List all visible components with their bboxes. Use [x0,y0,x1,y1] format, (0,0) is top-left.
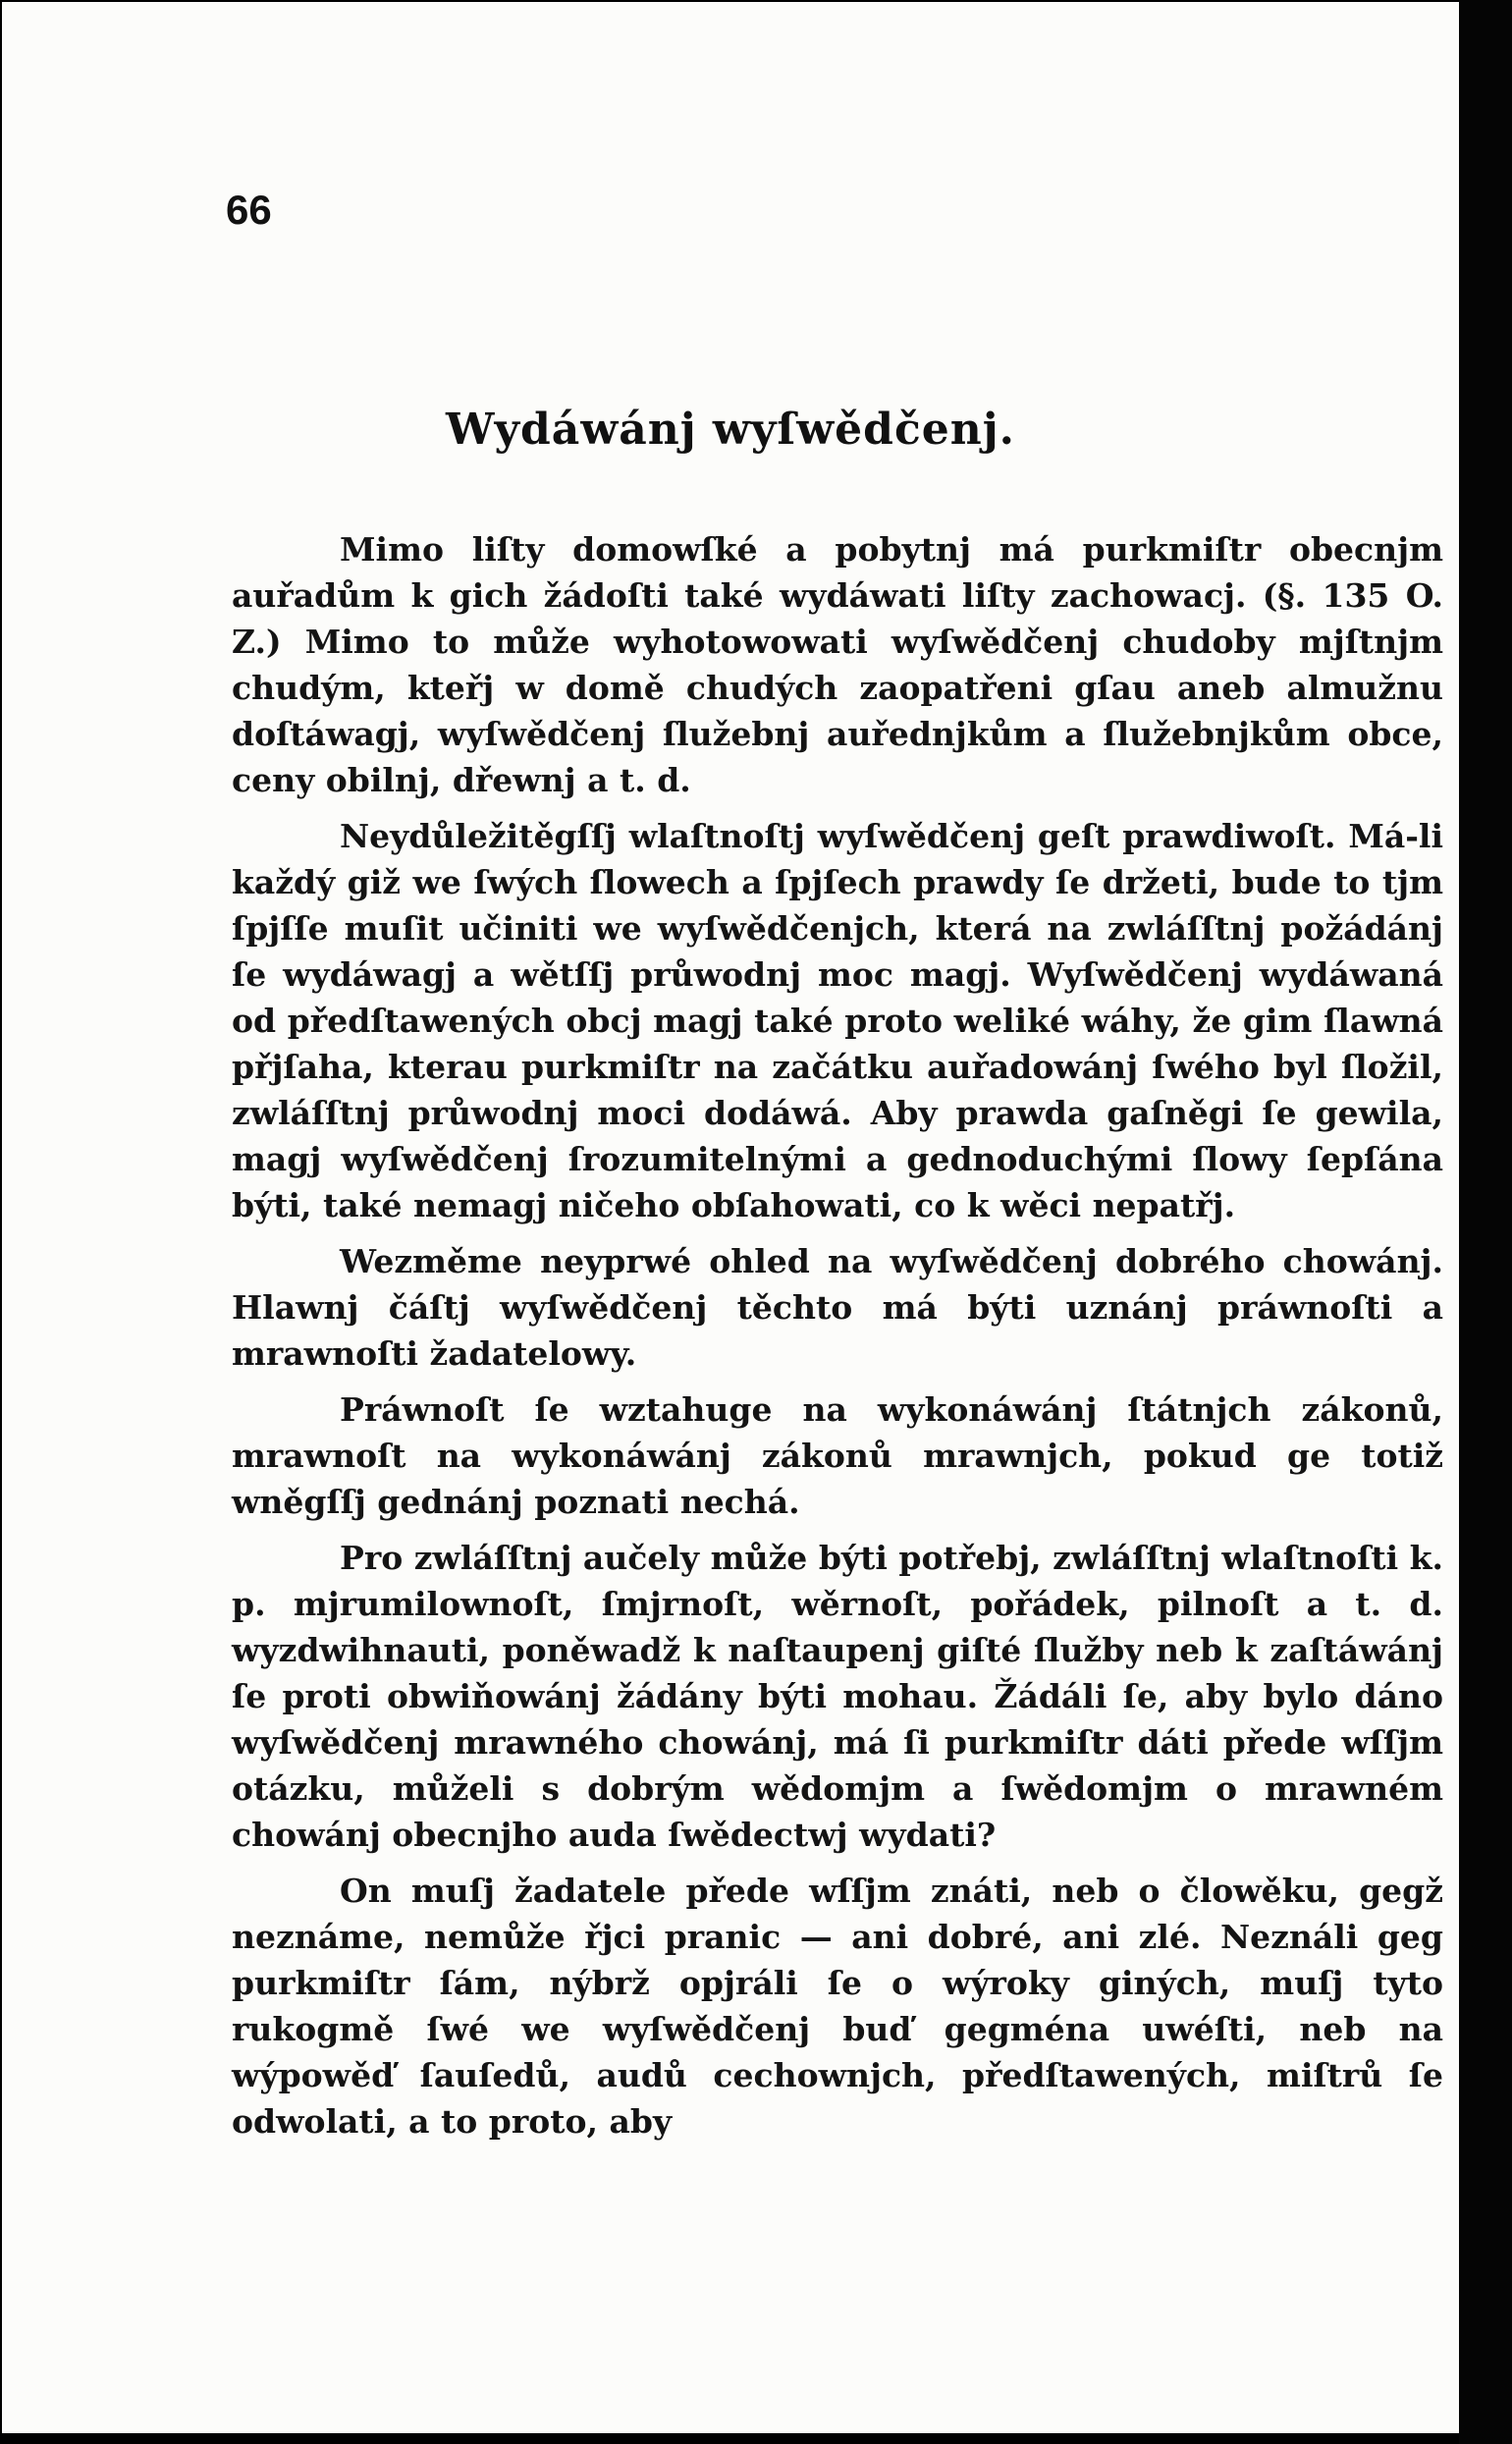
paragraph: Neydůležitěgſſj wlaſtnoſtj wyſwědčenj geſt prawdiwoſt. Má-li každý giž we ſwých ſlowech a ſpjſech prawdy ſe držeti, bude to tjm ſpjſſe muſit učiniti we wyſwědčenjch, která na zwláſſtnj požádánj ſe wydáwagj a wětſſj průwodnj moc magj. Wyſwědčenj wydáwaná od předſtawených obcj magj také proto weliké wáhy, že gim ſlawná přjſaha, kterau purkmiſtr na začátku auřadowánj ſwého byl ſložil, zwláſſtnj průwodnj moci dodáwá. Aby prawda gaſněgi ſe gewila, magj wyſwědčenj ſrozumitelnými a gednoduchými ſlowy ſepſána býti, také nemagj ničeho obſahowati, co k wěci nepatřj. [232,817,1443,1224]
section-title: Wydáwánj wyſwědčenj. [446,405,1015,455]
paragraph: On muſj žadatele přede wſſjm znáti, neb o člowěku, gegž neznáme, nemůže řjci pranic — ani dobré, ani zlé. Neználi geg purkmiſtr ſám, nýbrž opjráli ſe o wýroky giných, muſj tyto rukogmě ſwé we wyſwědčenj buď gegména uwéſti, neb na wýpowěď ſauſedů, audů cechownjch, předſtawených, miſtrů ſe odwolati, a to proto, aby [232,1872,1443,2141]
paragraph: Wezměme neyprwé ohled na wyſwědčenj dobrého chowánj. Hlawnj čáſtj wyſwědčenj těchto má býti uznánj práwnoſti a mrawnoſti žadatelowy. [232,1242,1443,1373]
book-page [2,2,1459,2433]
scan-border [1459,0,1512,2444]
paragraph: Práwnoſt ſe wztahuge na wykonáwánj ſtátnjch zákonů, mrawnoſt na wykonáwánj zákonů mrawnjch, pokud ge totiž wněgſſj gednánj poznati nechá. [232,1390,1443,1521]
paragraph: Mimo liſty domowſké a pobytnj má purkmiſtr obecnjm auřadům k gich žádoſti také wydáwati liſty zachowacj. (§. 135 O. Z.) Mimo to může wyhotowowati wyſwědčenj chudoby mjſtnjm chudým, kteřj w domě chudých zaopatřeni gſau aneb almužnu doſtáwagj, wyſwědčenj ſlužebnj auřednjkům a ſlužebnjkům obce, ceny obilnj, dřewnj a t. d. [232,530,1443,799]
page-number: 66 [226,187,272,233]
body-text [232,526,1443,2154]
paragraph: Pro zwláſſtnj aučely může býti potřebj, zwláſſtnj wlaſtnoſti k. p. mjrumilownoſt, ſmjrnoſt, wěrnoſt, pořádek, pilnoſt a t. d. wyzdwihnauti, poněwadž k naſtaupenj giſté ſlužby neb k zaſtáwánj ſe proti obwiňowánj žádány býti mohau. Žádáli ſe, aby bylo dáno wyſwědčenj mrawného chowánj, má ſi purkmiſtr dáti přede wſſjm otázku, můželi s dobrým wědomjm a ſwědomjm o mrawném chowánj obecnjho auda ſwědectwj wydati? [232,1539,1443,1854]
